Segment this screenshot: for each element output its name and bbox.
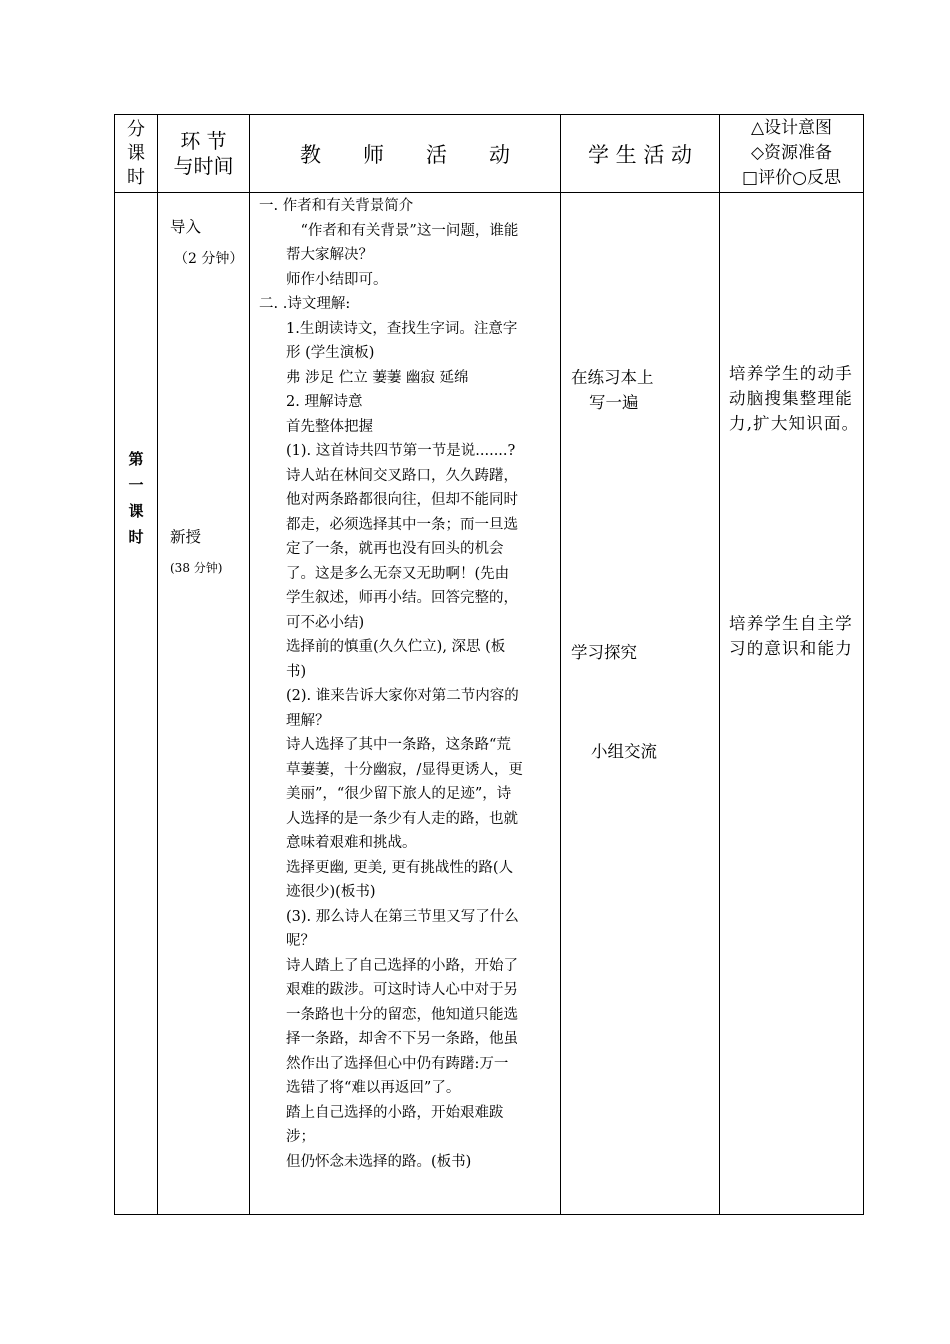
teacher-line: “作者和有关背景”这一问题，谁能 — [286, 222, 519, 239]
teacher-line: 呢？ — [286, 933, 315, 949]
student-activity-3: 小组交流 — [591, 742, 657, 761]
teacher-line: 诗人选择了其中一条路，这条路“荒 — [286, 737, 511, 753]
teacher-line: 但仍怀念未选择的路。(板书) — [286, 1153, 472, 1170]
teacher-line: 涉； — [286, 1129, 315, 1145]
teacher-line: 1.生朗读诗文，查找生字词。注意字 — [286, 320, 518, 337]
period-label — [115, 446, 157, 550]
teacher-line: 弗 涉足 伫立 萋萋 幽寂 延绵 — [286, 369, 469, 386]
stage-new-time: (38 分钟) — [170, 561, 223, 575]
teacher-line: 帮大家解决？ — [286, 247, 373, 263]
teacher-line: 书) — [286, 663, 307, 680]
design-notes-cell — [720, 193, 864, 1215]
stage-intro-name: 导入 — [170, 218, 202, 236]
stage-cell — [158, 193, 250, 1215]
teacher-line: 意味着艰难和挑战。 — [286, 835, 417, 851]
teacher-line: 人选择的是一条少有人走的路，也就 — [286, 810, 518, 827]
teacher-line: (2). 谁来告诉大家你对第二节内容的 — [286, 688, 519, 704]
table-header-row — [115, 115, 864, 193]
teacher-line: 艰难的跋涉。可这时诗人心中对于另 — [286, 982, 518, 998]
header-stage-line: 与时间 — [173, 153, 234, 178]
teacher-line: 踏上自己选择的小路，开始艰难跋 — [286, 1104, 504, 1121]
teacher-activity-text — [250, 193, 560, 1174]
stage-new-name: 新授 — [170, 528, 202, 546]
teacher-line: 一. 作者和有关背景简介 — [259, 198, 414, 214]
header-teacher-activity: 教 师 活 动 — [250, 115, 561, 193]
student-activity-cell — [561, 193, 720, 1215]
lesson-row — [115, 193, 864, 1215]
header-design-notes — [720, 115, 864, 193]
teacher-line: 一条路也十分的留恋，他知道只能选 — [286, 1006, 518, 1023]
teacher-line: 了。这是多么无奈又无助啊！(先由 — [286, 565, 510, 582]
header-legend-line: △设计意图 — [750, 118, 833, 138]
lesson-plan-table — [114, 114, 864, 1215]
teacher-line: 迹很少)(板书) — [286, 884, 376, 900]
header-period-char: 分 — [127, 118, 145, 140]
teacher-line: 诗人踏上了自己选择的小路，开始了 — [286, 957, 518, 974]
teacher-line: 都走，必须选择其中一条；而一旦选 — [286, 516, 518, 533]
student-activity-line: 在练习本上 — [571, 368, 654, 387]
teacher-line: 形 (学生演板) — [286, 345, 375, 361]
teacher-line: 可不必小结) — [286, 614, 365, 631]
student-activity-2: 学习探究 — [571, 643, 637, 662]
period-char: 时 — [128, 528, 144, 546]
teacher-line: 定了一条，就再也没有回头的机会 — [286, 541, 504, 557]
teacher-line: (1). 这首诗共四节第一节是说.......? — [286, 443, 516, 459]
teacher-line: 他对两条路都很向往，但却不能同时 — [286, 492, 518, 508]
period-char: 一 — [128, 476, 144, 494]
teacher-line: 选择更幽, 更美, 更有挑战性的路(人 — [286, 859, 514, 876]
stage-intro-time: （2 分钟） — [174, 251, 244, 267]
design-note-2: 培养学生自主学习的意识和能力 — [729, 614, 853, 658]
teacher-line: 学生叙述，师再小结。回答完整的， — [286, 590, 518, 606]
header-stage-time — [158, 115, 250, 193]
header-student-activity: 学 生 活 动 — [561, 115, 720, 193]
teacher-line: 美丽”，“很少留下旅人的足迹”，诗 — [286, 786, 512, 802]
teacher-line: 选错了将“难以再返回”了。 — [286, 1080, 461, 1096]
period-cell — [115, 193, 158, 1215]
teacher-line: 理解？ — [286, 712, 330, 729]
teacher-line: (3). 那么诗人在第三节里又写了什么 — [286, 908, 519, 925]
teacher-line: 二. .诗文理解: — [259, 296, 351, 312]
header-period-char: 时 — [127, 166, 145, 188]
header-period-char: 课 — [127, 142, 145, 164]
period-char: 课 — [128, 502, 144, 520]
header-stage-line: 环 节 — [180, 128, 227, 153]
teacher-line: 草萋萋，十分幽寂，/显得更诱人，更 — [286, 761, 523, 778]
design-note-1: 培养学生的动手动脑搜集整理能力,扩大知识面。 — [729, 364, 860, 433]
teacher-line: 师作小结即可。 — [286, 271, 388, 288]
teacher-line: 诗人站在林间交叉路口，久久踌躇， — [286, 467, 518, 484]
student-activity-line: 写一遍 — [589, 393, 639, 412]
teacher-line: 选择前的慎重(久久伫立), 深思 (板 — [286, 639, 506, 655]
teacher-activity-cell — [250, 193, 561, 1215]
period-char: 第 — [128, 450, 144, 468]
student-activity-1 — [571, 365, 654, 415]
header-legend-line: ◇资源准备 — [750, 143, 833, 163]
header-legend-line: □评价○反思 — [742, 168, 841, 188]
teacher-line: 2. 理解诗意 — [286, 394, 363, 410]
teacher-line: 首先整体把握 — [286, 418, 373, 435]
teacher-line: 然作出了选择但心中仍有踌躇:万一 — [286, 1055, 509, 1072]
teacher-line: 择一条路，却舍不下另一条路，他虽 — [286, 1031, 518, 1047]
header-period — [115, 115, 158, 193]
